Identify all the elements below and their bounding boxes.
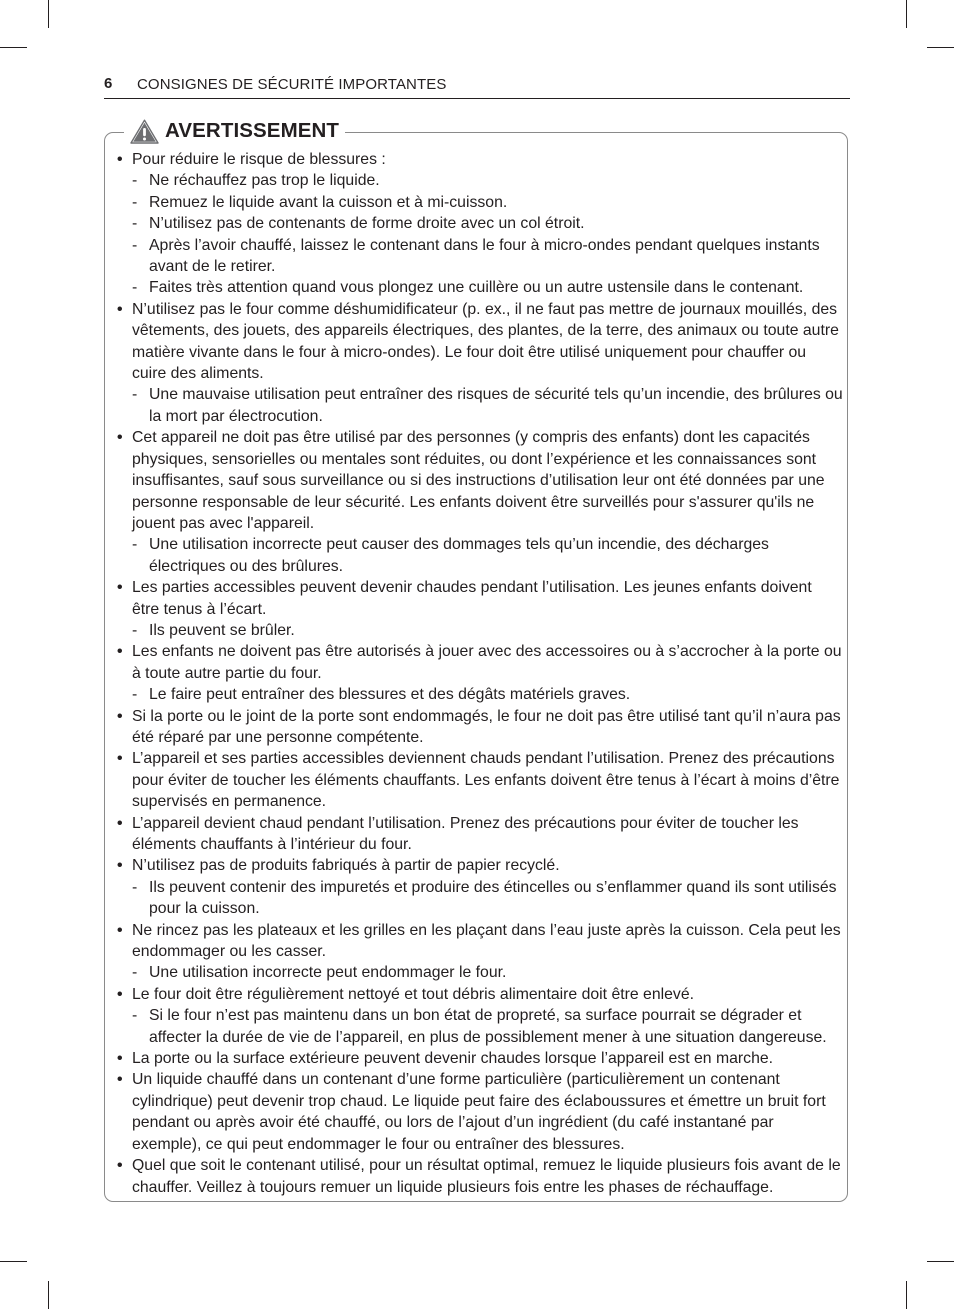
warning-item-text: Les enfants ne doivent pas être autorisés à jouer avec des accessoires ou à s’accrocher à la porte ou à toute autre partie du four.	[132, 643, 842, 682]
warning-item	[117, 1069, 843, 1155]
page-header	[104, 72, 850, 99]
bullet-mark: •	[117, 643, 123, 661]
warning-title: AVERTISSEMENT	[165, 119, 340, 142]
crop-mark	[927, 1261, 954, 1262]
crop-mark	[927, 47, 954, 48]
crop-mark	[0, 1261, 27, 1262]
warning-sub-item	[117, 277, 843, 298]
bullet-mark: •	[117, 1157, 123, 1175]
warning-sub-item	[117, 170, 843, 191]
bullet-mark: •	[117, 1050, 123, 1068]
warning-item	[117, 706, 843, 749]
warning-sub-item	[117, 213, 843, 234]
warning-sub-item	[117, 1005, 843, 1048]
warning-item-text: Un liquide chauffé dans un contenant d’une forme particulière (particulièrement un contenant cylindrique) peut devenir trop chaud. Le liquide peut faire des éclaboussures et émettre un bruit fort pendant ou après avoir été chauffé, ou lors de l’ajout d’un ingrédient (du café instantané par exemple), ce qui peut endommager le four ou entraîner des blessures.	[132, 1071, 826, 1153]
bullet-mark: •	[117, 750, 123, 768]
warning-triangle-icon	[130, 119, 159, 144]
bullet-mark: •	[117, 857, 123, 875]
dash-mark: -	[132, 215, 138, 233]
warning-item-text: N’utilisez pas de produits fabriqués à partir de papier recyclé.	[132, 857, 560, 875]
warning-heading	[124, 118, 345, 144]
warning-item-text: Ne rincez pas les plateaux et les grilles en les plaçant dans l’eau juste après la cuisson. Cela peut les endommager ou les casser.	[132, 921, 841, 961]
warning-item	[117, 748, 843, 812]
bullet-mark: •	[117, 300, 123, 318]
warning-item	[117, 149, 843, 170]
warning-item-text: L’appareil et ses parties accessibles deviennent chauds pendant l’utilisation. Prenez des précautions pour éviter de toucher les éléments chauffants. Les enfants doivent être tenus à l’écart à moins d’être supervisés en permanence.	[132, 750, 840, 811]
bullet-mark: •	[117, 985, 123, 1003]
warning-item-text: L’appareil devient chaud pendant l’utilisation. Prenez des précautions pour éviter de toucher les éléments chauffants à l’intérieur du four.	[132, 814, 799, 853]
warning-item	[117, 641, 843, 684]
warning-item	[117, 855, 843, 876]
warning-sub-item-text: Si le four n’est pas maintenu dans un bon état de propreté, sa surface pourrait se dégrader et affecter la durée de vie de l’appareil, en plus de possiblement mener à une situation dangereuse.	[149, 1007, 827, 1046]
warning-sub-item-text: Après l’avoir chauffé, laissez le contenant dans le four à micro-ondes pendant quelques instants avant de le retirer.	[149, 236, 820, 276]
warning-sub-item	[117, 684, 843, 705]
warning-item	[117, 920, 843, 963]
warning-sub-item-text: Le faire peut entraîner des blessures et des dégâts matériels graves.	[149, 686, 631, 704]
warning-sub-item-text: Ils peuvent se brûler.	[149, 621, 295, 639]
warning-sub-item-text: Ne réchauffez pas trop le liquide.	[149, 172, 380, 190]
dash-mark: -	[132, 279, 138, 297]
warning-item	[117, 299, 843, 385]
warning-sub-item-text: Une utilisation incorrecte peut endommager le four.	[149, 964, 507, 982]
warning-item	[117, 813, 843, 856]
dash-mark: -	[132, 964, 138, 982]
warning-item-text: La porte ou la surface extérieure peuvent devenir chaudes lorsque l’appareil est en marche.	[132, 1050, 774, 1068]
warning-sub-item-text: Une mauvaise utilisation peut entraîner des risques de sécurité tels qu’un incendie, des brûlures ou la mort par électrocution.	[149, 386, 843, 425]
crop-mark	[906, 1281, 907, 1309]
warning-item-text: Les parties accessibles peuvent devenir chaudes pendant l’utilisation. Les jeunes enfants doivent être tenus à l’écart.	[132, 579, 812, 618]
warning-sub-item	[117, 877, 843, 920]
dash-mark: -	[132, 536, 138, 554]
warning-item	[117, 1155, 843, 1198]
crop-mark	[0, 47, 27, 48]
warning-sub-item-text: Une utilisation incorrecte peut causer des dommages tels qu’un incendie, des décharges électriques ou des brûlures.	[149, 536, 769, 575]
bullet-mark: •	[117, 151, 123, 168]
crop-mark	[48, 0, 49, 28]
bullet-mark: •	[117, 921, 123, 939]
dash-mark: -	[132, 1007, 138, 1025]
warning-sub-item	[117, 962, 843, 983]
bullet-mark: •	[117, 429, 123, 447]
warning-item	[117, 577, 843, 620]
warning-item	[117, 427, 843, 534]
warning-item-text: N’utilisez pas le four comme déshumidificateur (p. ex., il ne faut pas mettre de journaux mouillés, des vêtements, des jouets, des appareils électriques, des plantes, de la terre, des animaux ou toute autre matière vivante dans le four à micro-ondes). Le four doit être utilisé uniquement pour chauffer ou cuire des aliments.	[132, 300, 839, 383]
warning-item	[117, 1048, 843, 1069]
warning-sub-item	[117, 235, 843, 278]
warning-sub-item-text: Remuez le liquide avant la cuisson et à mi-cuisson.	[149, 193, 508, 211]
bullet-mark: •	[117, 814, 123, 832]
dash-mark: -	[132, 686, 138, 704]
page-number: 6	[104, 75, 113, 92]
dash-mark: -	[132, 236, 138, 254]
warning-item-text: Si la porte ou le joint de la porte sont endommagés, le four ne doit pas être utilisé tant qu’il n’aura pas été réparé par une personne compétente.	[132, 707, 841, 746]
bullet-mark: •	[117, 707, 123, 725]
warning-item	[117, 984, 843, 1005]
dash-mark: -	[132, 172, 138, 190]
warning-sub-item	[117, 534, 843, 577]
warning-item-text: Pour réduire le risque de blessures :	[132, 151, 386, 168]
dash-mark: -	[132, 193, 138, 211]
crop-mark	[48, 1281, 49, 1309]
warning-sub-item	[117, 620, 843, 641]
page-title: CONSIGNES DE SÉCURITÉ IMPORTANTES	[137, 76, 447, 93]
bullet-mark: •	[117, 1071, 123, 1089]
warning-item-text: Cet appareil ne doit pas être utilisé par des personnes (y compris des enfants) dont les capacités physiques, sensorielles ou mentales sont réduites, ou dont l’expérience et les connaissances sont insuffisantes, sauf sous surveillance ou si des instructions d’utilisation leur ont été données par une personne responsable de leur sécurité. Les enfants doivent être surveillés pour s'assurer qu'ils ne jouent pas avec l'appareil.	[132, 429, 825, 532]
warning-sub-item	[117, 192, 843, 213]
dash-mark: -	[132, 878, 138, 896]
dash-mark: -	[132, 386, 138, 404]
warning-list	[117, 149, 843, 1198]
warning-item-text: Quel que soit le contenant utilisé, pour un résultat optimal, remuez le liquide plusieurs fois avant de le chauffer. Veillez à toujours remuer un liquide plusieurs fois entre les phases de réchauffage.	[132, 1157, 841, 1196]
warning-sub-item-text: Faites très attention quand vous plongez une cuillère ou un autre ustensile dans le contenant.	[149, 279, 804, 297]
warning-item-text: Le four doit être régulièrement nettoyé et tout débris alimentaire doit être enlevé.	[132, 985, 694, 1003]
dash-mark: -	[132, 621, 138, 639]
warning-sub-item-text: Ils peuvent contenir des impuretés et produire des étincelles ou s’enflammer quand ils sont utilisés pour la cuisson.	[149, 878, 837, 918]
warning-sub-item-text: N’utilisez pas de contenants de forme droite avec un col étroit.	[149, 215, 585, 233]
bullet-mark: •	[117, 579, 123, 597]
crop-mark	[906, 0, 907, 28]
warning-sub-item	[117, 384, 843, 427]
